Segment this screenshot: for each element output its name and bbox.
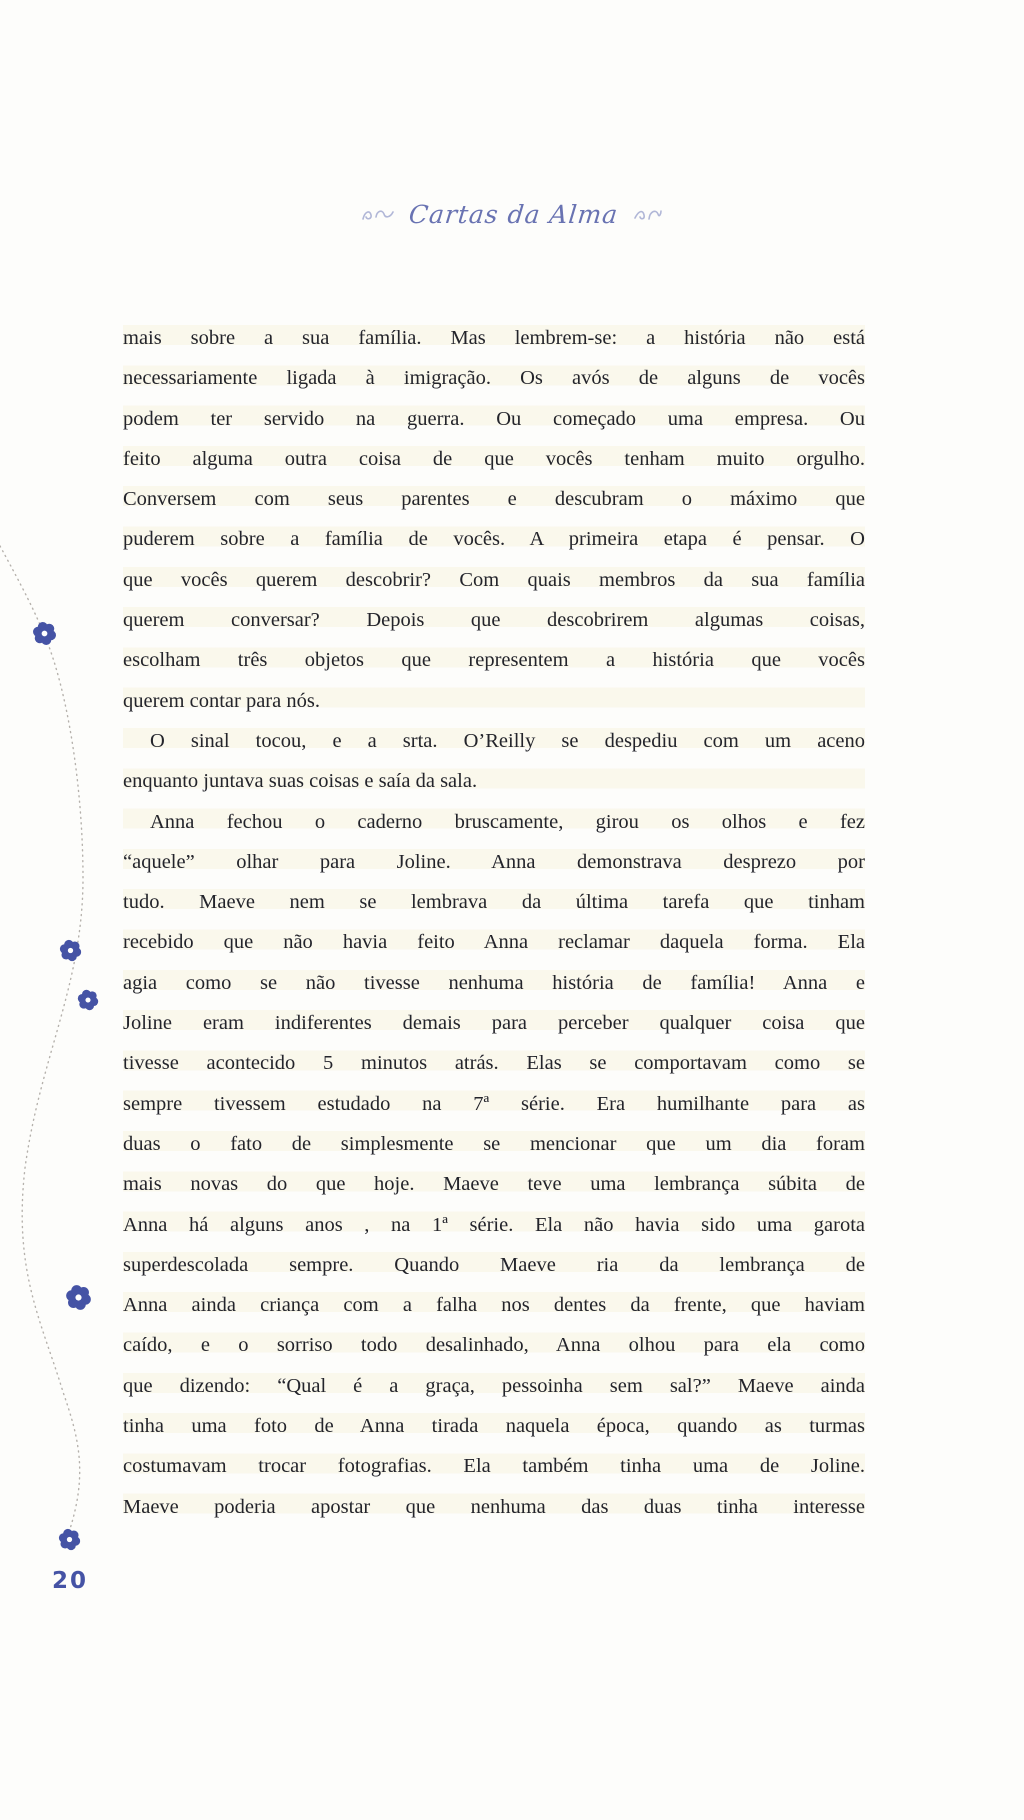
text-line: Anna fechou o caderno bruscamente, girou os olhos e fez	[150, 810, 865, 833]
text-line: “aquele” olhar para Joline. Anna demonstrava desprezo por	[123, 850, 865, 873]
text-line: podem ter servido na guerra. Ou começado uma empresa. Ou	[123, 407, 865, 430]
text-line: mais sobre a sua família. Mas lembrem-se: a história não está	[123, 327, 865, 349]
page-number: 20	[51, 1568, 88, 1594]
text-line: Joline eram indiferentes demais para perceber qualquer coisa que	[123, 1012, 865, 1035]
text-line: querem contar para nós.	[123, 689, 320, 712]
text-line: necessariamente ligada à imigração. Os avós de alguns de vocês	[123, 367, 865, 390]
header-flourish-left-icon	[361, 206, 395, 224]
text-line: sempre tivessem estudado na 7ª série. Era humilhante para as	[123, 1092, 865, 1115]
flower-icon	[58, 938, 83, 963]
text-line: Anna há alguns anos , na 1ª série. Ela não havia sido uma garota	[123, 1213, 865, 1236]
flower-icon	[64, 1283, 93, 1312]
text-line: tinha uma foto de Anna tirada naquela época, quando as turmas	[123, 1415, 865, 1438]
text-line: mais novas do que hoje. Maeve teve uma lembrança súbita de	[123, 1173, 865, 1196]
text-line: O sinal tocou, e a srta. O’Reilly se despediu com um aceno	[150, 729, 865, 752]
text-line: superdescolada sempre. Quando Maeve ria da lembrança de	[123, 1253, 865, 1276]
text-line: Maeve poderia apostar que nenhuma das duas tinha interesse	[123, 1495, 865, 1518]
dotted-curve-path	[0, 546, 83, 1532]
text-line: escolham três objetos que representem a história que vocês	[123, 649, 865, 672]
running-header	[0, 200, 1024, 229]
text-line: recebido que não havia feito Anna reclamar daquela forma. Ela	[123, 931, 865, 954]
text-line: duas o fato de simplesmente se mencionar que um dia foram	[123, 1132, 865, 1155]
header-flourish-right-icon	[633, 206, 663, 224]
text-line: feito alguma outra coisa de que vocês tenham muito orgulho.	[123, 447, 865, 470]
text-line: puderem sobre a família de vocês. A primeira etapa é pensar. O	[123, 528, 865, 551]
flower-icon	[76, 988, 100, 1012]
body-text	[123, 318, 865, 1527]
text-line: tivesse acontecido 5 minutos atrás. Elas se comportavam como se	[123, 1052, 865, 1075]
text-line: tudo. Maeve nem se lembrava da última tarefa que tinham	[123, 891, 865, 914]
text-line: querem conversar? Depois que descobrirem algumas coisas,	[123, 609, 865, 632]
text-line: agia como se não tivesse nenhuma história de família! Anna e	[123, 971, 865, 994]
flower-icon	[57, 1527, 82, 1552]
text-line: caído, e o sorriso todo desalinhado, Anna olhou para ela como	[123, 1334, 865, 1357]
text-line: costumavam trocar fotografias. Ela também tinha uma de Joline.	[123, 1455, 865, 1478]
flower-icon	[31, 620, 58, 647]
text-line: que vocês querem descobrir? Com quais membros da sua família	[123, 568, 865, 591]
book-title: Cartas da Alma	[407, 200, 621, 229]
text-line: Anna ainda criança com a falha nos dentes da frente, que haviam	[123, 1294, 865, 1317]
text-line: enquanto juntava suas coisas e saía da sala.	[123, 770, 478, 793]
text-line: Conversem com seus parentes e descubram o máximo que	[123, 488, 865, 511]
text-line: que dizendo: “Qual é a graça, pessoinha sem sal?” Maeve ainda	[123, 1374, 865, 1397]
